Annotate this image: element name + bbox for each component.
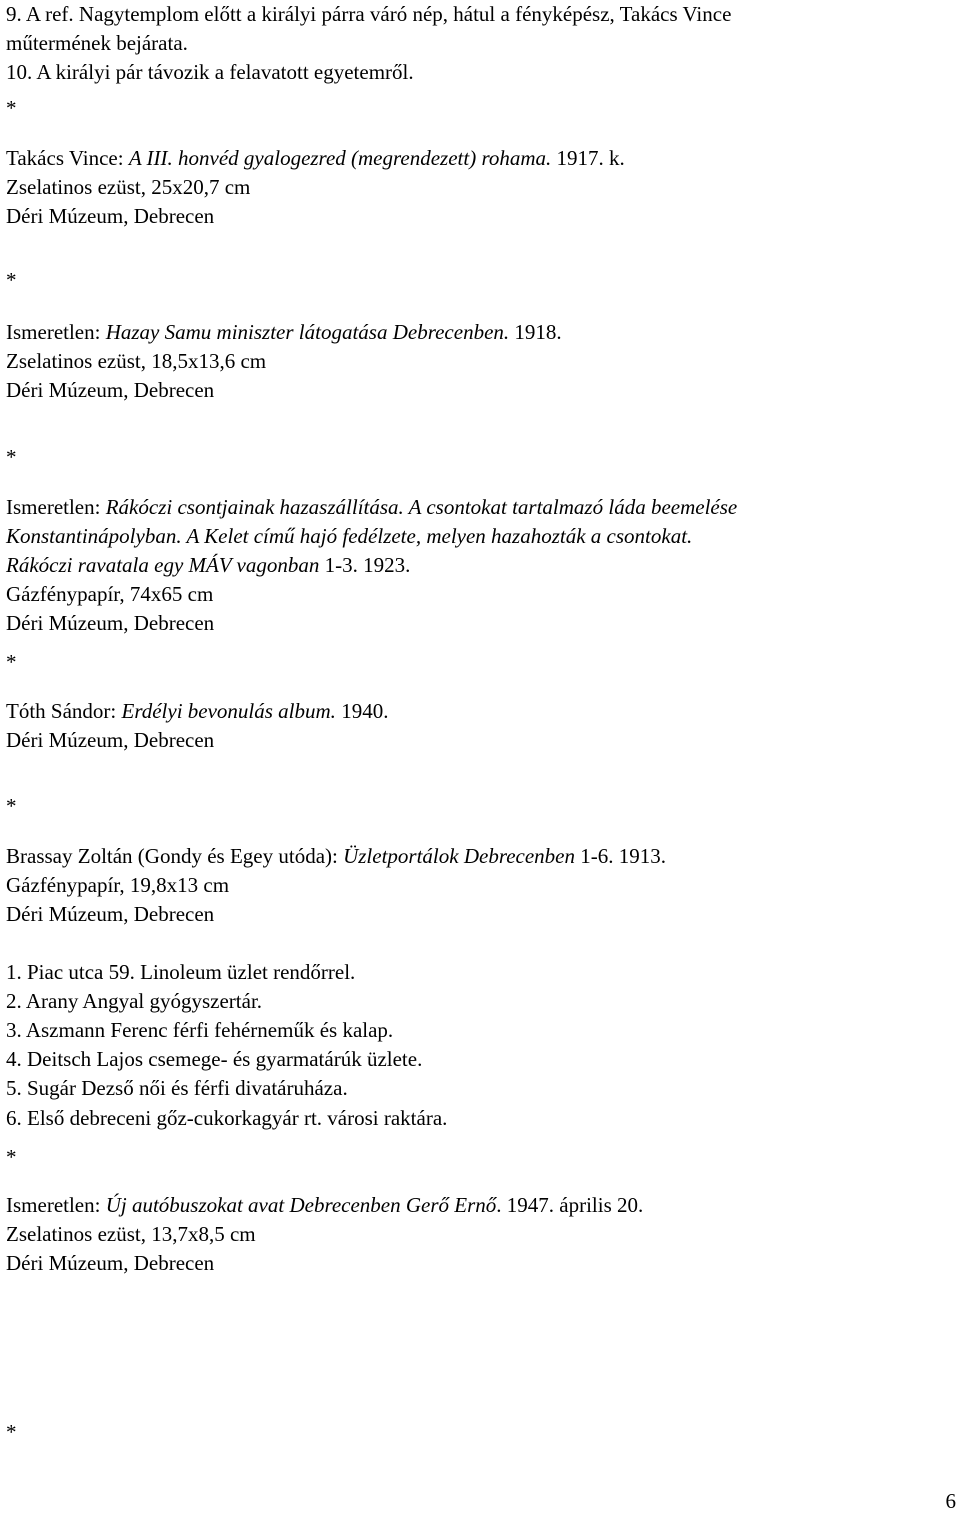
separator-asterisk: * (6, 1420, 17, 1444)
entry-4-date: 1940. (335, 699, 389, 723)
entry-5-material: Gázfénypapír, 19,8x13 cm (6, 873, 230, 897)
entry-1-material: Zselatinos ezüst, 25x20,7 cm (6, 175, 251, 199)
entry-2-title: Hazay Samu miniszter látogatása Debrecenben. (105, 320, 510, 344)
entry-6-date: . 1947. április 20. (496, 1193, 644, 1217)
intro-line-2: műtermének bejárata. (6, 31, 188, 55)
entry-6-collection: Déri Múzeum, Debrecen (6, 1251, 215, 1275)
entry-6-material: Zselatinos ezüst, 13,7x8,5 cm (6, 1222, 256, 1246)
entry-2-heading (6, 318, 562, 347)
entry-5-collection: Déri Múzeum, Debrecen (6, 902, 215, 926)
entry-3-author: Ismeretlen: (6, 495, 106, 519)
entry-2-date: 1918. (509, 320, 562, 344)
list-item: 6. Első debreceni gőz-cukorkagyár rt. városi raktára. (6, 1106, 448, 1130)
page-number: 6 (945, 1489, 956, 1513)
entry-3-title-line-3: Rákóczi ravatala egy MÁV vagonban 1-3. 1923. (6, 553, 411, 577)
entry-3-title-line-1: Rákóczi csontjainak hazaszállítása. A csontokat tartalmazó láda beemelése (105, 495, 738, 519)
separator-asterisk: * (6, 794, 17, 818)
entry-3-heading (6, 493, 737, 522)
entry-1-collection: Déri Múzeum, Debrecen (6, 204, 215, 228)
entry-3-collection: Déri Múzeum, Debrecen (6, 611, 215, 635)
entry-4-heading (6, 697, 388, 726)
entry-4-collection: Déri Múzeum, Debrecen (6, 728, 215, 752)
entry-6-heading (6, 1191, 643, 1220)
list-item: 2. Arany Angyal gyógyszertár. (6, 989, 263, 1013)
separator-asterisk: * (6, 650, 17, 674)
entry-1-heading (6, 144, 625, 173)
entry-5-title: Üzletportálok Debrecenben (343, 844, 575, 868)
list-item: 3. Aszmann Ferenc férfi fehérneműk és kalap. (6, 1018, 394, 1042)
separator-asterisk: * (6, 1145, 17, 1169)
separator-asterisk: * (6, 96, 17, 120)
intro-line-1: 9. A ref. Nagytemplom előtt a királyi párra váró nép, hátul a fényképész, Takács Vince (6, 2, 732, 26)
entry-6-title: Új autóbuszokat avat Debrecenben Gerő Ernő (105, 1193, 497, 1217)
entry-2-material: Zselatinos ezüst, 18,5x13,6 cm (6, 349, 267, 373)
entry-3-material: Gázfénypapír, 74x65 cm (6, 582, 214, 606)
list-item: 5. Sugár Dezső női és férfi divatáruháza. (6, 1076, 348, 1100)
list-item: 1. Piac utca 59. Linoleum üzlet rendőrrel. (6, 960, 356, 984)
entry-4-author: Tóth Sándor: (6, 699, 122, 723)
entry-1-author: Takács Vince: (6, 146, 129, 170)
entry-5-author: Brassay Zoltán (Gondy és Egey utóda): (6, 844, 344, 868)
entry-6-author: Ismeretlen: (6, 1193, 106, 1217)
entry-5-date: 1-6. 1913. (575, 844, 666, 868)
entry-1-title: A III. honvéd gyalogezred (megrendezett) rohama. (128, 146, 552, 170)
list-item: 4. Deitsch Lajos csemege- és gyarmatárúk üzlete. (6, 1047, 423, 1071)
entry-3-date: 1-3. 1923. (319, 553, 411, 577)
entry-5-heading (6, 842, 666, 871)
entry-4-title: Erdélyi bevonulás album. (121, 699, 336, 723)
entry-1-date: 1917. k. (551, 146, 625, 170)
entry-3-title-line-2: Konstantinápolyban. A Kelet című hajó fedélzete, melyen hazahozták a csontokat. (6, 524, 693, 548)
separator-asterisk: * (6, 445, 17, 469)
separator-asterisk: * (6, 268, 17, 292)
intro-line-3: 10. A királyi pár távozik a felavatott egyetemről. (6, 60, 414, 84)
entry-2-author: Ismeretlen: (6, 320, 106, 344)
entry-2-collection: Déri Múzeum, Debrecen (6, 378, 215, 402)
